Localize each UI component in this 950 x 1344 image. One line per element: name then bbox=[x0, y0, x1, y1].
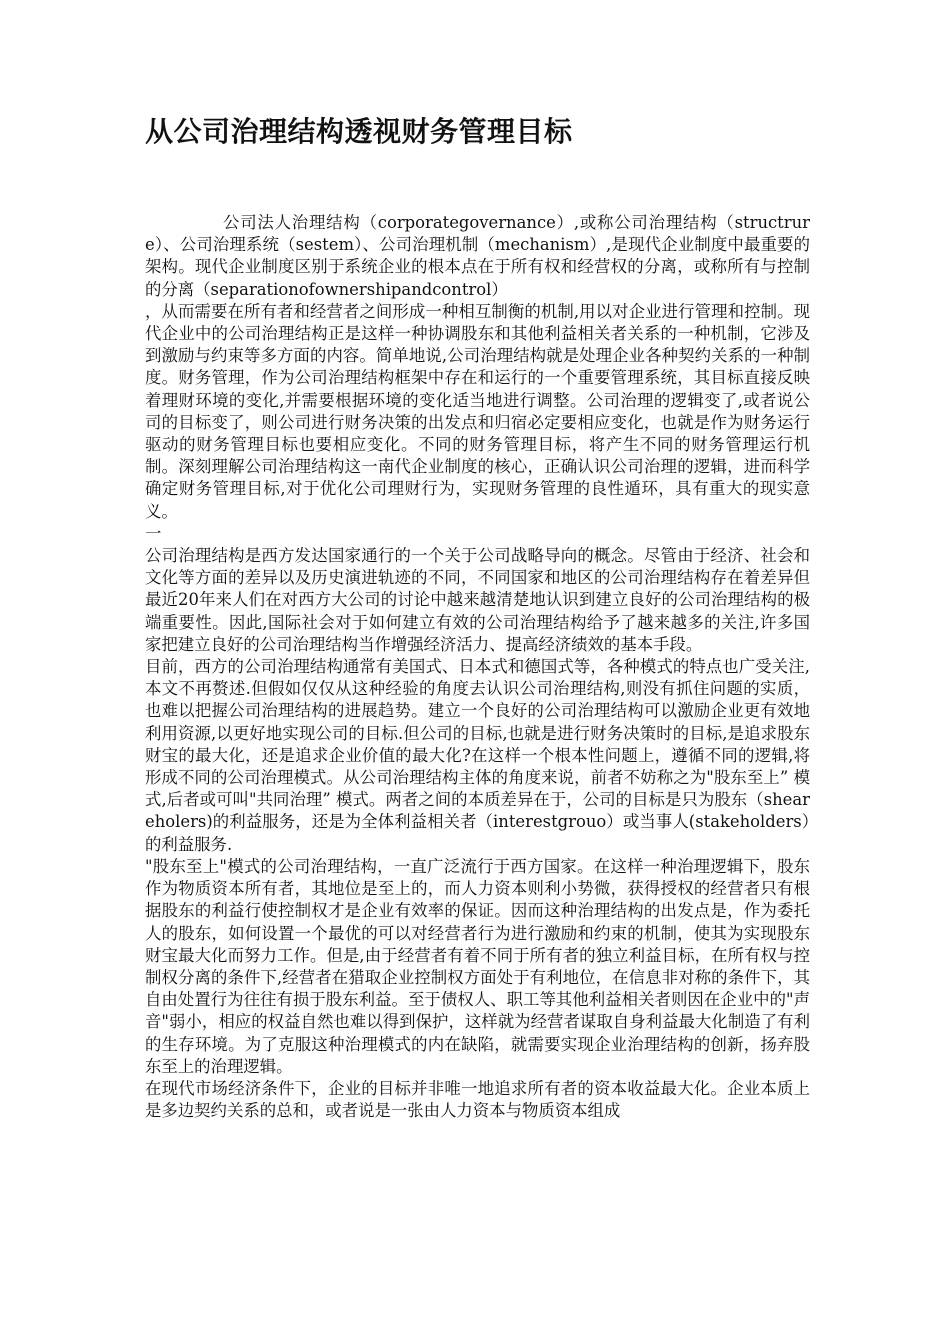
paragraph-western-governance: 公司治理结构是西方发达国家通行的一个关于公司战略导向的概念。尽管由于经济、社会和文化等方面的差异以及历史演进轨迹的不同，不同国家和地区的公司治理结构存在着差异但最近20年来人们在对西方大公司的讨论中越来越清楚地认识到建立良好的公司治理结构的极端重要性。因此,国际社会对于如何建立有效的公司治理结构给予了越来越多的关注,许多国家把建立良好的公司治理结构当作增强经济活力、提高经济绩效的基本手段。 bbox=[145, 546, 810, 654]
paragraph-shareholder-primacy: "股东至上"模式的公司治理结构，一直广泛流行于西方国家。在这样一种治理逻辑下，股东作为物质资本所有者，其地位是至上的，而人力资本则利小势微，获得授权的经营者只有根据股东的利益行使控制权才是企业有效率的保证。因而这种治理结构的出发点是，作为委托人的股东，如何设置一个最优的可以对经营者行为进行激励和约束的机制，使其为实现股东财宝最大化而努力工作。但是,由于经营者有着不同于所有者的独立利益目标，在所有权与控制权分离的条件下,经营者在猎取企业控制权方面处于有利地位，在信息非对称的条件下，其自由处置行为往往有损于股东利益。至于债权人、职工等其他利益相关者则因在企业中的"声音"弱小，相应的权益自然也难以得到保护，这样就为经营者谋取自身利益最大化制造了有利的生存环境。为了克服这种治理模式的内在缺陷，就需要实现企业治理结构的创新，扬弃股东至上的治理逻辑。 bbox=[145, 856, 810, 1076]
paragraph-governance-mechanism: ，从而需要在所有者和经营者之间形成一种相互制衡的机制,用以对企业进行管理和控制。现代企业中的公司治理结构正是这样一种协调股东和其他利益相关者关系的一种机制，它涉及到激励与约束等多方面的内容。简单地说,公司治理结构就是处理企业各种契约关系的一种制度。财务管理，作为公司治理结构框架中存在和运行的一个重要管理系统，其目标直接反映着理财环境的变化,并需要根据环境的变化适当地进行调整。公司治理的逻辑变了,或者说公司的目标变了，则公司进行财务决策的出发点和归宿必定要相应变化，也就是作为财务运行驱动的财务管理目标也要相应变化。不同的财务管理目标，将产生不同的财务管理运行机制。深刻理解公司治理结构这一南代企业制度的核心，正确认识公司治理的逻辑，进而科学确定财务管理目标,对于优化公司理财行为，实现财务管理的良性遁环，具有重大的现实意义。 bbox=[145, 301, 810, 521]
document-title: 从公司治理结构透视财务管理目标 bbox=[145, 115, 573, 148]
paragraph-market-economy: 在现代市场经济条件下，企业的目标并非唯一地追求所有者的资本收益最大化。企业本质上是多边契约关系的总和，或者说是一张由人力资本与物质资本组成 bbox=[145, 1078, 810, 1121]
paragraph-intro: 公司法人治理结构（corporategovernance）,或称公司治理结构（structrure）、公司治理系统（sestem）、公司治理机制（mechanism）,是现代企业制度中最重要的架构。现代企业制度区别于系统企业的根本点在于所有权和经营权的分离，或称所有与控制的分离（separationofownershipandcontrol） bbox=[145, 213, 810, 299]
section-number: 一 bbox=[145, 523, 162, 543]
document-body bbox=[145, 212, 810, 1122]
paragraph-governance-models: 目前，西方的公司治理结构通常有美国式、日本式和德国式等，各种模式的特点也广受关注,本文不再赘述.但假如仅仅从这种经验的角度去认识公司治理结构,则没有抓住问题的实质，也难以把握公司治理结构的进展趋势。建立一个良好的公司治理结构可以激励企业更有效地利用资源,以更好地实现公司的目标.但公司的目标,也就是进行财务决策时的目标,是追求股东财宝的最大化，还是追求企业价值的最大化?在这样一个根本性问题上，遵循不同的逻辑,将形成不同的公司治理模式。从公司治理结构主体的角度来说，前者不妨称之为"股东至上” 模式,后者或可叫"共同治理” 模式。两者之间的本质差异在于，公司的目标是只为股东（sheareholers)的利益服务，还是为全体利益相关者（interestgrouo）或当事人(stakeholders）的利益服务. bbox=[145, 657, 810, 854]
